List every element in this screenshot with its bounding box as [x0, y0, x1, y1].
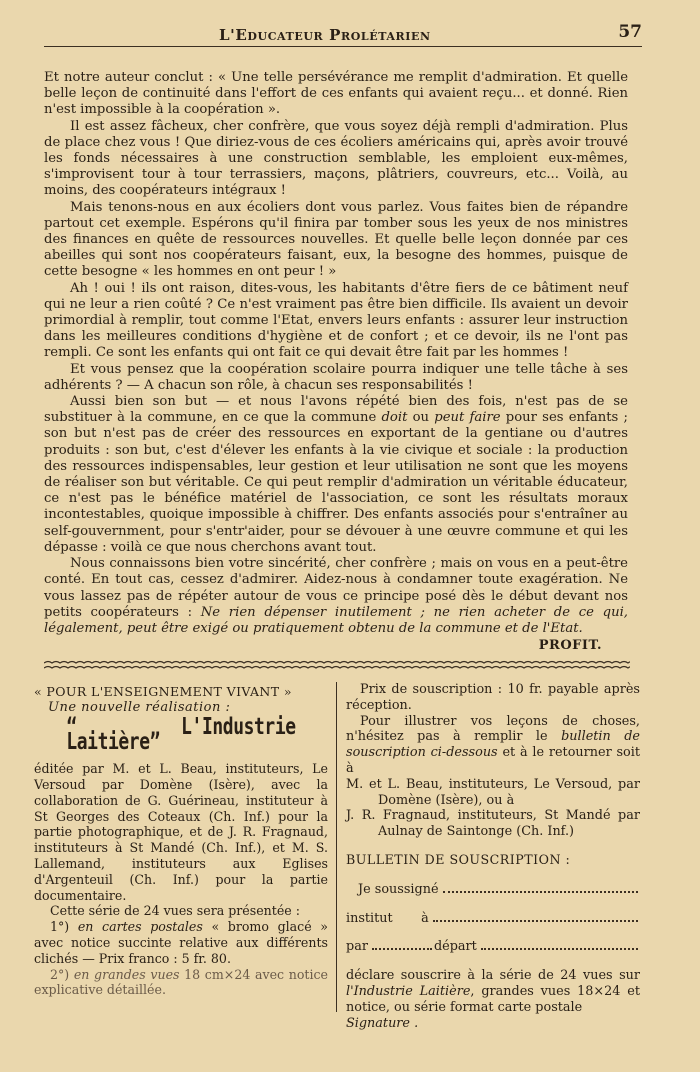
paragraph: Et notre auteur conclut : « Une telle persévérance me remplit d'admiration. Et quelle belle leçon de continuité dans l'effort de ces enfants qui avaient reçu... et donné. Rien n'est impossible à la coopération ».	[44, 70, 628, 118]
paragraph	[44, 394, 628, 556]
bulletin-title: BULLETIN DE SOUSCRIPTION :	[346, 851, 571, 867]
emphasis: en grandes vues	[73, 966, 180, 982]
item-number: 1°)	[50, 919, 78, 935]
text-run: déclare souscrire à la série de 24 vues sur	[346, 968, 640, 984]
dotted-line	[372, 947, 432, 950]
instructions-text	[346, 714, 640, 777]
declaration-text	[346, 968, 640, 1015]
dotted-line	[433, 919, 638, 922]
form-label: départ	[433, 939, 477, 955]
emphasis: doit	[381, 410, 408, 426]
price-text: Prix de souscription : 10 fr. payable après réception.	[346, 682, 640, 713]
address: J. R. Fragnaud, instituteurs, St Mandé par Aulnay de Saintonge (Ch. Inf.)	[346, 808, 640, 840]
form-field-par[interactable]	[346, 939, 640, 955]
advertisement-column	[34, 684, 328, 998]
journal-title: L'Educateur Prolétarien	[219, 26, 431, 44]
article-signature: PROFIT.	[538, 638, 602, 653]
form-field-name[interactable]	[346, 882, 640, 898]
text-run: Aussi bien son but — et nous l'avons répété bien des fois, n'est pas de se substituer à la commune, en ce que la commune	[44, 394, 628, 426]
emphasis: peut faire	[434, 410, 501, 426]
paragraph: Il est assez fâcheux, cher confrère, que vous soyez déjà rempli d'admiration. Plus de place chez vous ! Que diriez-vous de ces écoliers américains qui, après avoir trouvé les fonds nécessaires à une construction semblable, les emploient eux-mêmes, s'improvisent tour à tour terrassiers, maçons, plâtriers, couvreurs, etc... Voilà, au moins, des coopérateurs intégraux !	[44, 118, 628, 199]
intro-text: éditée par M. et L. Beau, instituteurs, Le Versoud par Domène (Isère), avec la collaboration de G. Guérineau, instituteur à St Georges des Coteaux (Ch. Inf.) pour la partie photographique, et de J. R. Fragnaud, instituteurs à St Mandé (Ch. Inf.), et M. S. Lallemand, instituteurs aux Eglises d'Argenteuil (Ch. Inf.) pour la partie documentaire.	[34, 761, 328, 903]
text-run: Pour illustrer vos leçons de choses, n'hésitez pas à remplir le	[346, 713, 640, 745]
signature-label: Signature .	[346, 1015, 419, 1031]
emphasis: l'Industrie Laitière	[346, 983, 471, 999]
emphasis: en cartes postales	[77, 919, 203, 935]
text-run: pour ses enfants ; son but n'est pas de créer des ressources en exportant de la gentiane ou d'autres produits : son but, c'est d'élever les enfants à la vie civique et sociale : la production des ressources indispensables, leur gestion et leur utilisation ne sont que les moyens de réaliser son but véritable. Ce qui peut remplir d'admiration un véritable éducateur, ce n'est pas le bénéfice matériel de l'association, ce sont les résultats moraux incontestables, quoique impossible à chiffrer. Des enfants associés pour s'entraîner au self-gouvernment, pour s'entr'aider, pour se dévouer à une œuvre commune et qui les dépasse : voilà ce que nous cherchons avant tout.	[44, 410, 628, 555]
series-intro: Cette série de 24 vues sera présentée :	[50, 903, 300, 919]
paragraph: Mais tenons-nous en aux écoliers dont vous parlez. Vous faites bien de répandre partout cet exemple. Espérons qu'il finira par tomber sous les yeux de nos ministres des finances en quête de ressources nouvelles. Et quelle belle leçon donnée par ces abeilles qui sont nos coopérateurs faisant, eux, la besogne des hommes, puisque de cette besogne « les hommes en ont peur ! »	[44, 199, 628, 280]
form-label: Je soussigné	[358, 881, 439, 897]
form-field-institut[interactable]	[346, 911, 640, 927]
subscription-column	[346, 682, 640, 1031]
text-run: Nous connaissons bien votre sincérité, cher confrère ; mais on vous en a peut-être conté. En tout cas, cessez d'admirer. Aidez-nous à condamner toute exagération. Ne vous lassez pas de répéter autour de vous ce principe posé dès le début devant nos petits coopérateurs :	[44, 556, 628, 620]
address: M. et L. Beau, instituteurs, Le Versoud, par Domène (Isère), ou à	[346, 776, 640, 808]
page-header	[44, 20, 642, 47]
form-label: par	[346, 939, 368, 955]
emphasis: Ne rien dépenser inutilement ; ne rien acheter de ce qui, légalement, peut être exigé ou pratiquement obtenu de la commune et de l'Etat.	[44, 604, 628, 636]
text-run: 18 cm×24 avec notice explicative détaillée.	[34, 966, 329, 998]
paragraph: Et vous pensez que la coopération scolaire pourra indiquer une telle tâche à ses adhérents ? — A chacun son rôle, à chacun ses responsabilités !	[44, 361, 628, 393]
emphasis: bulletin de souscription ci-dessous	[346, 729, 640, 761]
paragraph	[44, 556, 628, 637]
list-item	[34, 919, 328, 966]
text-run: « bromo glacé » avec notice succinte relative aux différents clichés — Prix franco : 5 fr. 80.	[34, 919, 328, 966]
item-number: 2°)	[50, 966, 74, 982]
wavy-divider	[44, 657, 630, 673]
article-body	[44, 70, 628, 637]
column-divider	[336, 682, 337, 1012]
dotted-line	[443, 890, 638, 893]
list-item	[34, 967, 328, 999]
product-title: “ L'Industrie Laitière”	[66, 713, 296, 756]
text-run: et à le retourner soit à	[346, 745, 640, 776]
subtitle: Une nouvelle réalisation :	[48, 699, 231, 715]
form-label: institut à	[346, 910, 429, 926]
paragraph: Ah ! oui ! ils ont raison, dites-vous, les habitants d'être fiers de ce bâtiment neuf qui ne leur a rien coûté ? Ce n'est vraiment pas être bien difficile. Ils avaient un devoir primordial à remplir, tout comme l'Etat, envers leurs enfants : assurer leur instruction dans les meilleures conditions d'hygiène et de confort ; et ce devoir, ils ne l'ont pas rempli. Ce sont les enfants qui ont fait ce qui devait être fait par les hommes !	[44, 280, 628, 361]
section-title: « POUR L'ENSEIGNEMENT VIVANT »	[34, 684, 292, 699]
text-run: ou	[407, 410, 435, 426]
dotted-line	[481, 947, 638, 950]
text-run: , grandes vues 18×24 et notice, ou série format carte postale	[346, 983, 640, 1015]
page-number: 57	[618, 22, 642, 42]
